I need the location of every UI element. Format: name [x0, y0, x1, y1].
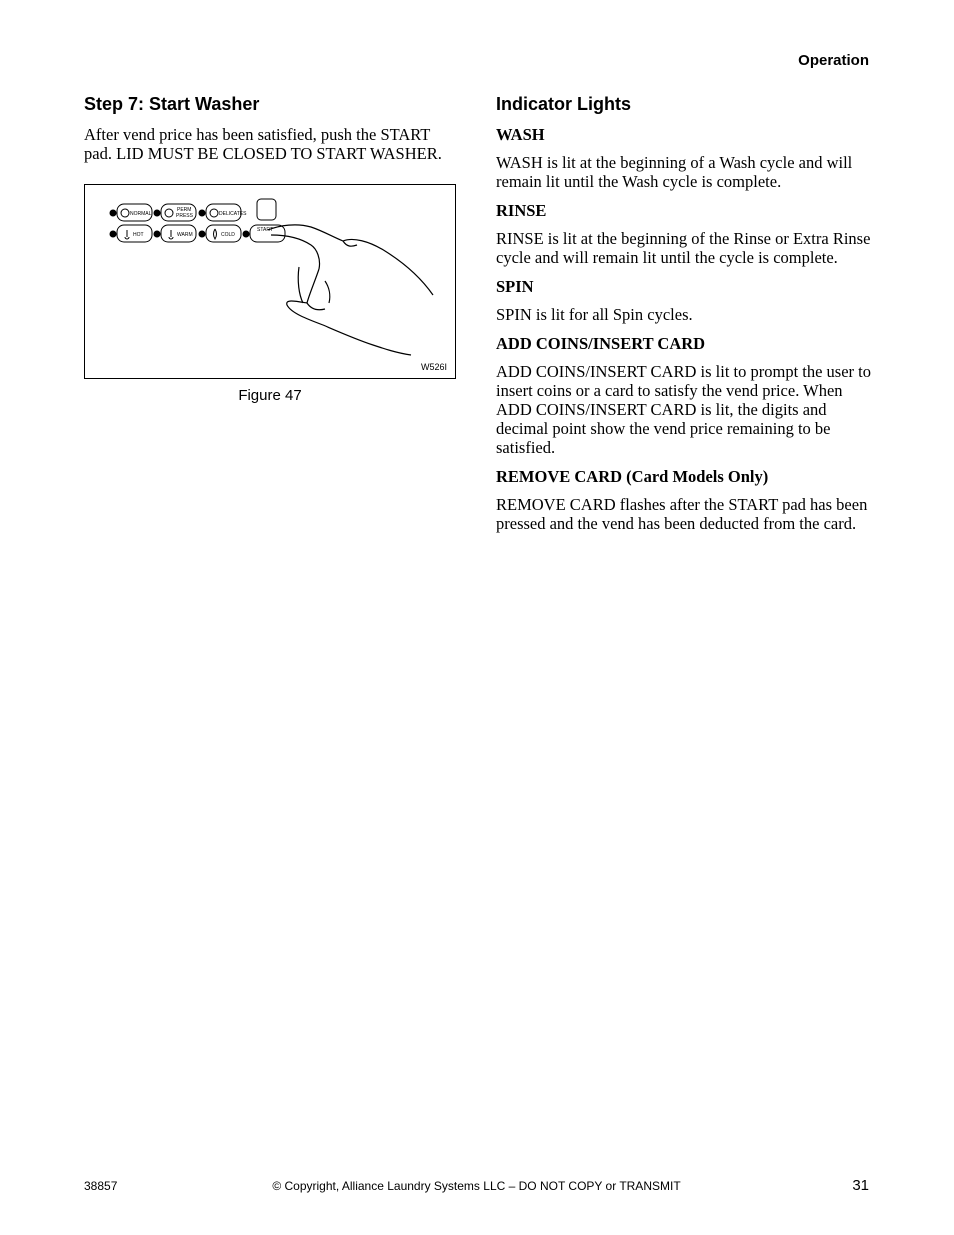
hand-illustration [268, 225, 433, 355]
rinse-subheading: RINSE [496, 201, 547, 220]
display-window [257, 199, 276, 220]
wash-subheading: WASH [496, 125, 545, 144]
delicates-icon [210, 209, 218, 217]
figure-caption: Figure 47 [238, 387, 302, 404]
perm-press-icon [165, 209, 173, 217]
add-coins-subheading: ADD COINS/INSERT CARD [496, 334, 706, 353]
section-header: Operation [798, 52, 869, 69]
copyright-notice: © Copyright, Alliance Laundry Systems LLC – DO NOT COPY or TRANSMIT [272, 1179, 681, 1193]
figure-47 [84, 184, 456, 379]
page-number: 31 [852, 1177, 869, 1194]
right-column [496, 92, 876, 543]
pad-label-cold: COLD [221, 232, 235, 238]
rinse-text: RINSE is lit at the beginning of the Rinse or Extra Rinse cycle and will remain lit until the cycle is complete. [496, 229, 871, 267]
cold-icon [214, 229, 217, 239]
normal-icon [121, 209, 129, 217]
pad-label-warm: WARM [177, 232, 193, 238]
indicator-lights-heading: Indicator Lights [496, 94, 631, 114]
add-coins-text: ADD COINS/INSERT CARD is lit to prompt the user to insert coins or a card to satisfy the vend price. When ADD COINS/INSERT CARD is lit, the digits and decimal point show the vend price remaining to be satisfied. [496, 362, 872, 457]
spin-subheading: SPIN [496, 277, 534, 296]
indicator-led-cold [199, 231, 205, 237]
remove-card-text: REMOVE CARD flashes after the START pad has been pressed and the vend has been deducted from the card. [496, 495, 868, 533]
indicator-led-start [243, 231, 249, 237]
thermometer-icon [125, 230, 129, 239]
left-column [84, 92, 462, 173]
pad-label-press: PRESS [176, 213, 193, 219]
pad-label-normal: NORMAL [130, 211, 152, 217]
indicator-led-normal [110, 210, 116, 216]
indicator-led-warm [154, 231, 160, 237]
indicator-led-delicates [199, 210, 205, 216]
step-paragraph: After vend price has been satisfied, push the START pad. LID MUST BE CLOSED TO START WASHER. [84, 125, 442, 163]
remove-card-subheading: REMOVE CARD (Card Models Only) [496, 467, 769, 486]
spin-text: SPIN is lit for all Spin cycles. [496, 305, 693, 324]
indicator-led-perm-press [154, 210, 160, 216]
step-heading: Step 7: Start Washer [84, 94, 260, 114]
thermometer-icon-warm [169, 230, 173, 239]
pad-label-delicates: DELICATES [219, 211, 247, 217]
pad-label-hot: HOT [133, 232, 144, 238]
indicator-led-hot [110, 231, 116, 237]
document-number: 38857 [84, 1179, 118, 1193]
control-panel-illustration [85, 185, 457, 380]
pad-label-start: START [257, 227, 273, 233]
wash-text: WASH is lit at the beginning of a Wash cycle and will remain lit until the Wash cycle is complete. [496, 153, 853, 191]
figure-code: W526I [420, 362, 447, 372]
page-footer [84, 1177, 869, 1197]
pad-label-perm: PERM [177, 207, 192, 213]
